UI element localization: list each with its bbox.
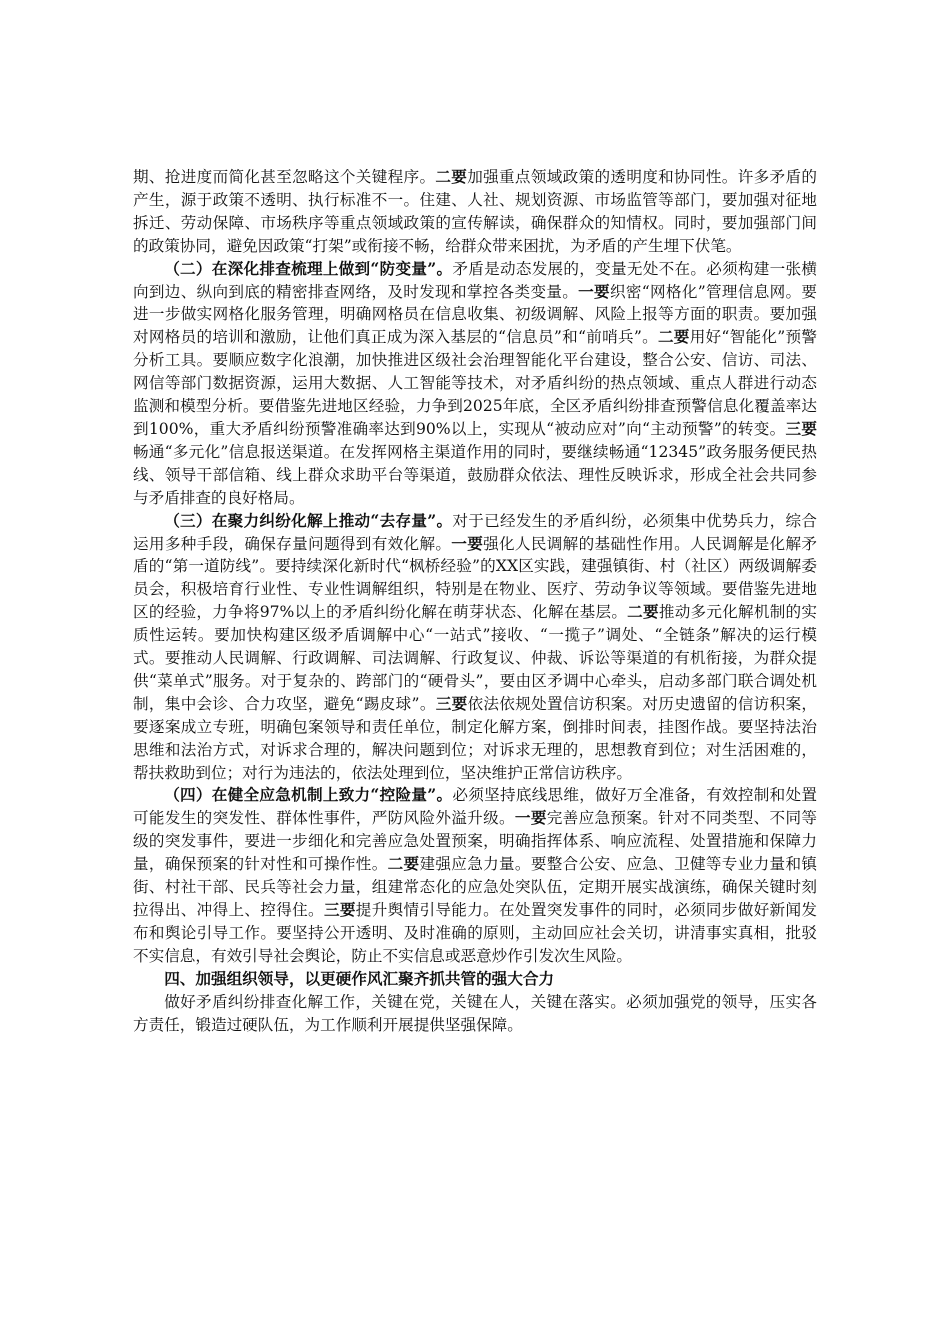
paragraph-text: 对于已经发生的矛盾纠纷，必须集中优势兵力，综合运用多种手段，确保存量问题得到有效化解。	[133, 511, 817, 553]
paragraph-text: 织密“网格化”管理信息网。要进一步做实网格化服务管理，明确网格员在信息收集、初级调解、风险上报等方面的职责。要加强对网格员的培训和激励，让他们真正成为深入基层的“信息员”和“前哨兵”。	[133, 282, 817, 347]
paragraph-text: 提升舆情引导能力。在处置突发事件的同时，必须同步做好新闻发布和舆论引导工作。要坚持公开透明、及时准确的原则，主动回应社会关切，讲清事实真相，批驳不实信息，有效引导社会舆论，防止不实信息或恶意炒作引发次生风险。	[133, 901, 817, 965]
paragraph-text: 建强应急力量。要整合公安、应急、卫健等专业力量和镇街、村社干部、民兵等社会力量，组建常态化的应急处突队伍，定期开展实战演练，确保关键时刻拉得出、冲得上、控得住。	[133, 855, 817, 919]
point-marker: 二要	[657, 327, 690, 347]
paragraph-text: 完善应急预案。针对不同类型、不同等级的突发事件，要进一步细化和完善应急处置预案，明确指挥体系、响应流程、处置措施和保障力量，确保预案的针对性和可操作性。	[133, 809, 817, 874]
paragraph-section-two	[133, 258, 817, 510]
point-marker: 二要	[387, 854, 420, 874]
paragraph-section-three	[133, 510, 817, 785]
section-heading: （三）在聚力纠纷化解上推动“去存量”。	[164, 510, 453, 530]
paragraph-text: 期、抢进度而简化甚至忽略这个关键程序。	[133, 168, 436, 186]
chapter-heading-text: 四、加强组织领导，以更硬作风汇聚齐抓共管的强大合力	[164, 968, 555, 988]
point-marker: 三要	[323, 900, 356, 919]
paragraph-text: 畅通“多元化”信息报送渠道。在发挥网格主渠道作用的同时，要继续畅通“12345”政务服务便民热线、领导干部信箱、线上群众求助平台等渠道，鼓励群众依法、理性反映诉求，形成全社会共同参与矛盾排查的良好格局。	[133, 442, 817, 507]
point-marker: 一要	[514, 808, 547, 828]
section-heading: （四）在健全应急机制上致力“控险量”。	[164, 785, 453, 805]
paragraph-text: 推动多元化解机制的实质性运转。要加快构建区级矛盾调解中心“一站式”接收、“一揽子”调处、“全链条”解决的运行模式。要推动人民调解、行政调解、司法调解、行政复议、仲裁、诉讼等渠道的有机衔接，为群众提供“菜单式”服务。对于复杂的、跨部门的“硬骨头”，要由区矛调中心牵头，启动多部门联合调处机制，集中会诊、合力攻坚，避免“踢皮球”。	[133, 603, 817, 713]
paragraph-text: 矛盾是动态发展的，变量无处不在。必须构建一张横向到边、纵向到底的精密排查网络，及时发现和掌控各类变量。	[133, 259, 817, 301]
point-marker: 一要	[451, 533, 484, 553]
document-page	[133, 166, 817, 1036]
point-marker: 三要	[785, 418, 817, 438]
paragraph-text: 做好矛盾纠纷排查化解工作，关键在党，关键在人，关键在落实。必须加强党的领导，压实各方责任，锻造过硬队伍，为工作顺利开展提供坚强保障。	[133, 992, 817, 1034]
paragraph-text: 必须坚持底线思维，做好万全准备，有效控制和处置可能发生的突发性、群体性事件，严防风险外溢升级。	[133, 786, 817, 828]
point-marker: 二要	[435, 167, 468, 186]
chapter-heading	[133, 968, 817, 991]
paragraph-chapter-intro	[133, 991, 817, 1037]
point-marker: 一要	[578, 281, 610, 301]
paragraph-policy-transparency	[133, 166, 817, 258]
point-marker: 二要	[627, 602, 659, 622]
section-heading: （二）在深化排查梳理上做到“防变量”。	[164, 258, 453, 278]
paragraph-text: 用好“智能化”预警分析工具。要顺应数字化浪潮，加快推进区级社会治理智能化平台建设，整合公安、信访、司法、网信等部门数据资源，运用大数据、人工智能等技术，对矛盾纠纷的热点领域、重点人群进行动态监测和模型分析。要借鉴先进地区经验，力争到2025年底，全区矛盾纠纷排查预警信息化覆盖率达到100%，重大矛盾纠纷预警准确率达到90%以上，实现从“被动应对”向“主动预警”的转变。	[133, 328, 817, 438]
paragraph-text: 强化人民调解的基础性作用。人民调解是化解矛盾的“第一道防线”。要持续深化新时代“枫桥经验”的XX区实践，建强镇街、村（社区）两级调解委员会，积极培育行业性、专业性调解组织，特别是在物业、医疗、劳动争议等领域。要借鉴先进地区的经验，力争将97%以上的矛盾纠纷化解在萌芽状态、化解在基层。	[133, 534, 817, 622]
paragraph-text: 加强重点领域政策的透明度和协同性。许多矛盾的产生，源于政策不透明、执行标准不一。住建、人社、规划资源、市场监管等部门，要加强对征地拆迁、劳动保障、市场秩序等重点领域政策的宣传解读，确保群众的知情权。同时，要加强部门间的政策协同，避免因政策“打架”或衔接不畅，给群众带来困扰，为矛盾的产生埋下伏笔。	[133, 168, 817, 255]
point-marker: 三要	[435, 693, 468, 713]
paragraph-section-four	[133, 784, 817, 967]
paragraph-text: 依法依规处置信访积案。对历史遗留的信访积案，要逐案成立专班，明确包案领导和责任单位，制定化解方案，倒排时间表，挂图作战。要坚持法治思维和法治方式，对诉求合理的，解决问题到位；对诉求无理的，思想教育到位；对生活困难的，帮扶救助到位；对行为违法的，依法处理到位，坚决维护正常信访秩序。	[133, 694, 817, 782]
